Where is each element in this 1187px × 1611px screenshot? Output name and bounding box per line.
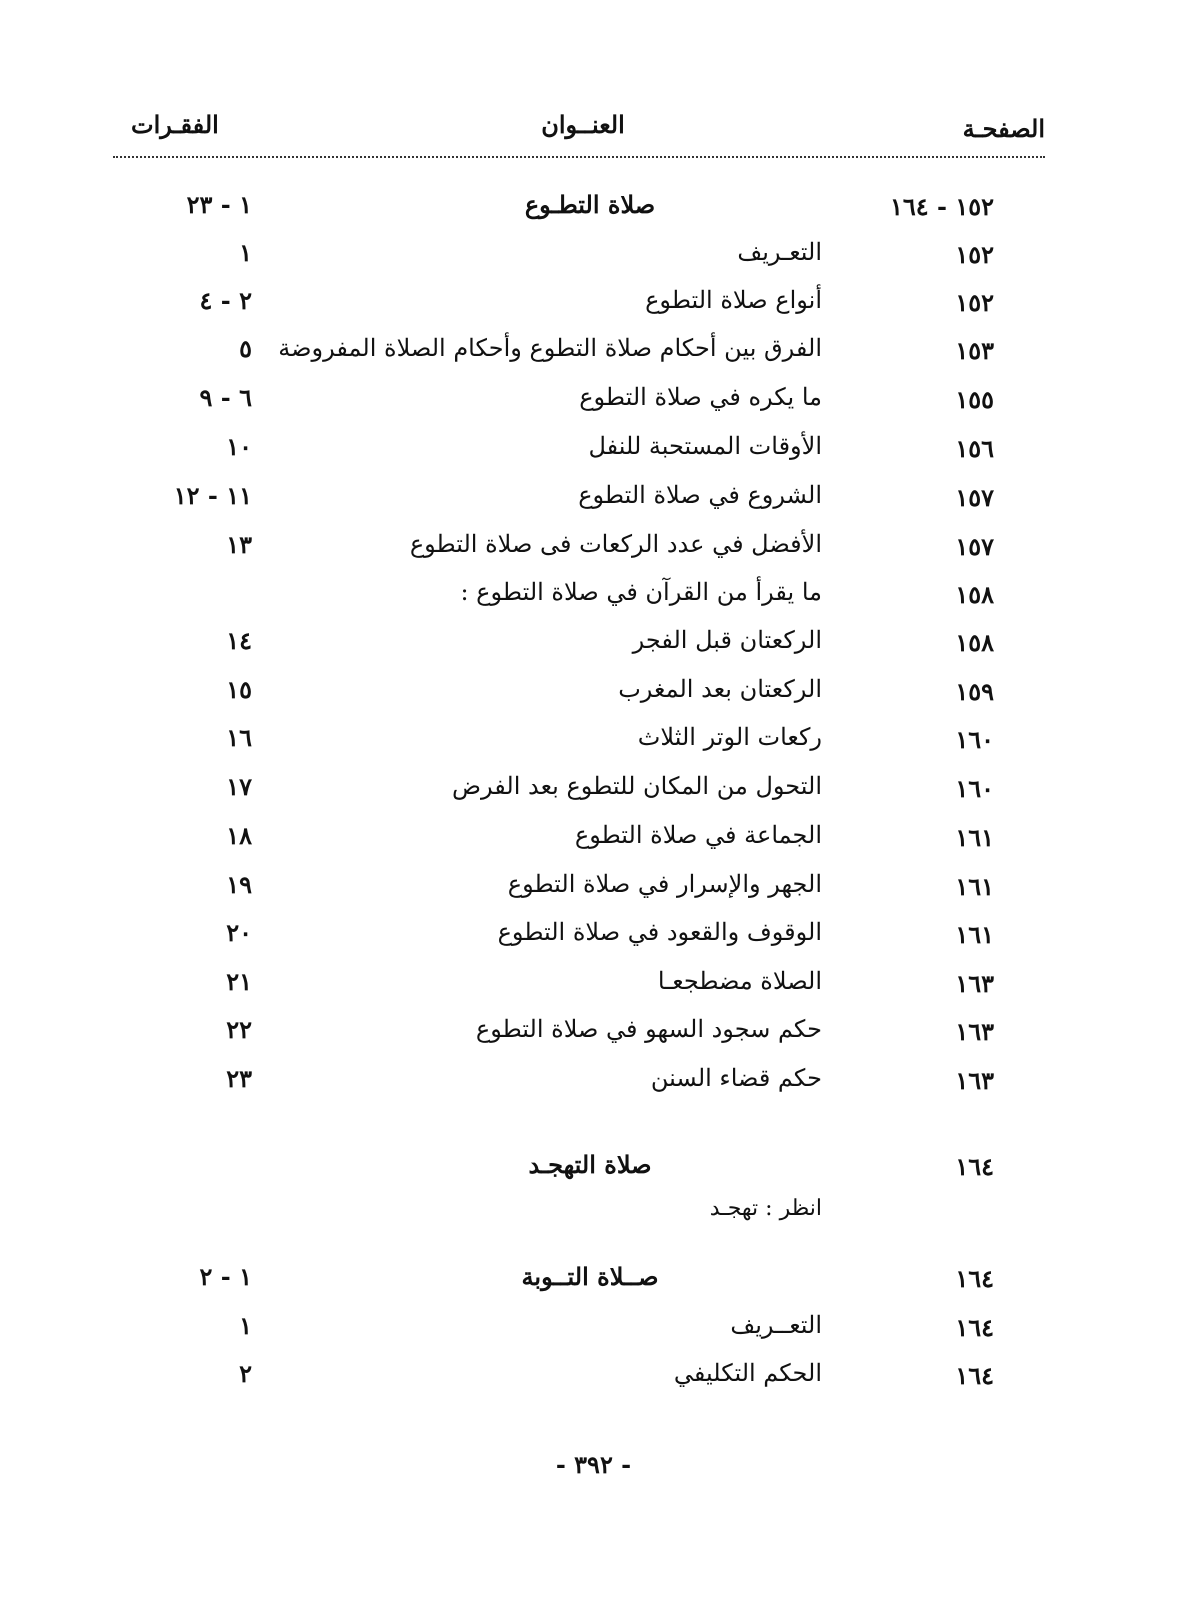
index-section-row xyxy=(0,1258,1187,1302)
entry-page-number: ١٥٢ xyxy=(955,240,994,269)
index-entry-row xyxy=(0,526,1187,570)
entry-page-number: ١٦١ xyxy=(955,920,994,949)
index-section-row xyxy=(0,1146,1187,1190)
entry-title: الأفضل في عدد الركعات فى صلاة التطوع xyxy=(409,530,822,558)
entry-title: ما يكره في صلاة التطوع xyxy=(579,383,822,411)
entry-title: الفرق بين أحكام صلاة التطوع وأحكام الصلاة المفروضة xyxy=(278,334,822,362)
entry-title: ما يقرأ من القرآن في صلاة التطوع : xyxy=(460,578,822,606)
entry-paragraphs: ١٦ xyxy=(226,723,252,752)
column-header-title: العنــوان xyxy=(541,110,625,139)
entry-page-number: ١٥٣ xyxy=(955,336,994,365)
entry-paragraphs: ٢ - ٤ xyxy=(199,286,252,315)
entry-page-number: ١٦١ xyxy=(955,872,994,901)
index-entry-row xyxy=(0,1192,1187,1236)
index-entry-row xyxy=(0,428,1187,472)
dotted-divider xyxy=(113,156,1045,158)
entry-page-number: ١٦٤ xyxy=(955,1313,994,1342)
entry-title: الشروع في صلاة التطوع xyxy=(578,481,822,509)
entry-page-number: ١٥٨ xyxy=(955,580,994,609)
entry-paragraphs: ١٣ xyxy=(226,530,252,559)
entry-paragraphs: ١١ - ١٢ xyxy=(173,481,252,510)
index-entry-row xyxy=(0,1011,1187,1055)
entry-title: التحول من المكان للتطوع بعد الفرض xyxy=(451,772,822,800)
column-header-page: الصفحـة xyxy=(962,114,1045,143)
entry-page-number: ١٥٧ xyxy=(955,532,994,561)
index-entry-row xyxy=(0,914,1187,958)
index-entry-row xyxy=(0,282,1187,326)
index-entry-row xyxy=(0,622,1187,666)
entry-paragraphs: ٢٠ xyxy=(226,918,252,947)
index-entry-row xyxy=(0,768,1187,812)
entry-title: الصلاة مضطجعـا xyxy=(657,967,822,995)
entry-title: الوقوف والقعود في صلاة التطوع xyxy=(497,918,822,946)
index-entry-row xyxy=(0,671,1187,715)
entry-page-number: ١٦٤ xyxy=(955,1152,994,1181)
entry-title: الركعتان قبل الفجر xyxy=(632,626,822,654)
entry-paragraphs: ١ xyxy=(239,238,252,267)
index-entry-row xyxy=(0,817,1187,861)
entry-paragraphs: ٥ xyxy=(239,334,252,363)
index-entry-row xyxy=(0,379,1187,423)
entry-page-number: ١٥٩ xyxy=(955,677,994,706)
entry-paragraphs: ٢٢ xyxy=(226,1015,252,1044)
index-section-row xyxy=(0,186,1187,230)
column-header-paragraphs: الفقـرات xyxy=(131,110,219,139)
entry-title: الجهر والإسرار في صلاة التطوع xyxy=(507,870,822,898)
entry-title: صلاة التهجـد xyxy=(528,1150,652,1179)
entry-title: التعــريف xyxy=(730,1311,822,1339)
entry-page-number: ١٥٢ - ١٦٤ xyxy=(889,192,994,221)
entry-page-number: ١٥٨ xyxy=(955,628,994,657)
page-number: - ٣٩٢ - xyxy=(555,1450,632,1479)
entry-paragraphs: ٦ - ٩ xyxy=(199,383,252,412)
entry-page-number: ١٦٣ xyxy=(955,969,994,998)
index-entry-row xyxy=(0,866,1187,910)
index-entry-row xyxy=(0,330,1187,374)
entry-page-number: ١٦٣ xyxy=(955,1017,994,1046)
entry-title: حكم قضاء السنن xyxy=(650,1064,822,1092)
entry-paragraphs: ١ - ٢ xyxy=(199,1262,252,1291)
entry-title: ركعات الوتر الثلاث xyxy=(637,723,822,751)
entry-title: صلاة التطـوع xyxy=(524,190,656,219)
table-header xyxy=(113,106,1045,154)
entry-page-number: ١٦١ xyxy=(955,823,994,852)
entry-paragraphs: ١٥ xyxy=(226,675,252,704)
index-entry-row xyxy=(0,234,1187,278)
entry-title: التعـريف xyxy=(737,238,822,266)
entry-paragraphs: ١٠ xyxy=(226,432,252,461)
entry-title: صــلاة التــوبة xyxy=(521,1262,659,1291)
entry-page-number: ١٥٧ xyxy=(955,483,994,512)
entry-paragraphs: ١ xyxy=(239,1311,252,1340)
index-entry-row xyxy=(0,574,1187,618)
entry-title: الأوقات المستحبة للنفل xyxy=(588,432,822,460)
entry-title: أنواع صلاة التطوع xyxy=(645,286,822,314)
entry-paragraphs: ٢ xyxy=(239,1359,252,1388)
index-entry-row xyxy=(0,963,1187,1007)
index-entry-row xyxy=(0,1060,1187,1104)
entry-title: حكم سجود السهو في صلاة التطوع xyxy=(475,1015,822,1043)
entry-title: الجماعة في صلاة التطوع xyxy=(574,821,822,849)
entry-paragraphs: ١٤ xyxy=(226,626,252,655)
entry-page-number: ١٦٠ xyxy=(955,774,994,803)
entry-paragraphs: ١٨ xyxy=(226,821,252,850)
entry-page-number: ١٥٥ xyxy=(955,385,994,414)
index-entry-row xyxy=(0,719,1187,763)
entry-page-number: ١٦٣ xyxy=(955,1066,994,1095)
entry-title: الحكم التكليفي xyxy=(673,1359,822,1387)
entry-paragraphs: ٢١ xyxy=(226,967,252,996)
entry-paragraphs: ١٧ xyxy=(226,772,252,801)
entry-page-number: ١٥٦ xyxy=(955,434,994,463)
index-entry-row xyxy=(0,1307,1187,1351)
entry-page-number: ١٦٤ xyxy=(955,1361,994,1390)
entry-page-number: ١٦٤ xyxy=(955,1264,994,1293)
index-entry-row xyxy=(0,1355,1187,1399)
entry-see-reference: انظر : تهجـد xyxy=(709,1196,822,1221)
entry-page-number: ١٥٢ xyxy=(955,288,994,317)
entry-paragraphs: ٢٣ xyxy=(226,1064,252,1093)
entry-paragraphs: ١ - ٢٣ xyxy=(186,190,252,219)
entry-title: الركعتان بعد المغرب xyxy=(618,675,822,703)
index-entry-row xyxy=(0,477,1187,521)
entry-paragraphs: ١٩ xyxy=(226,870,252,899)
entry-page-number: ١٦٠ xyxy=(955,725,994,754)
